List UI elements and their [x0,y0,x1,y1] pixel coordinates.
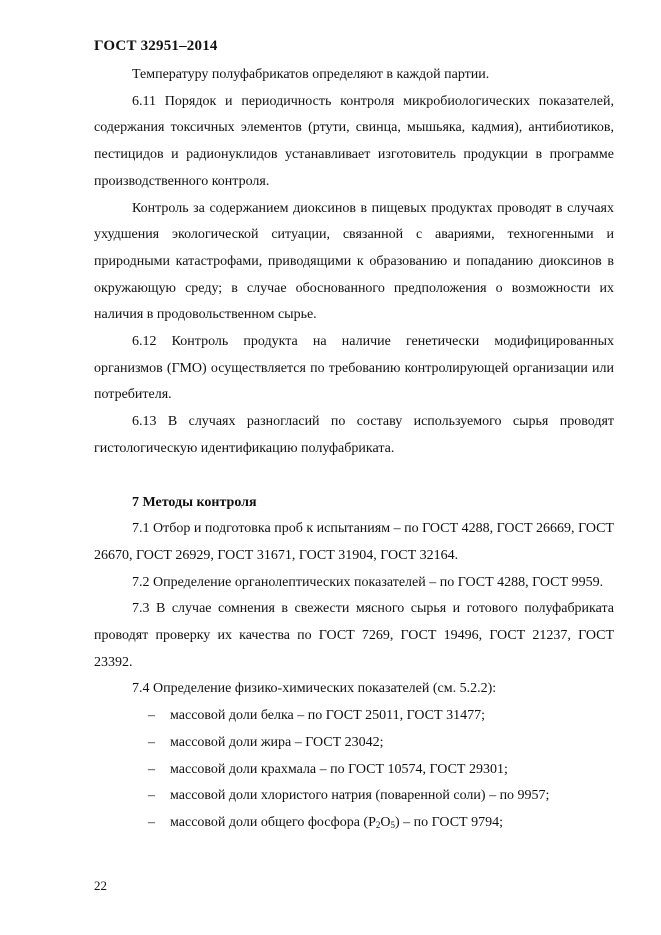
paragraph-6-13: 6.13 В случаях разногласий по составу используемого сырья проводят гистологическую идентификацию полуфабриката. [94,414,614,456]
paragraph-temperature: Температуру полуфабрикатов определяют в каждой партии. [132,67,490,82]
section-gap [94,463,614,490]
phosphorus-text-start: массовой доли общего фосфора (P [170,814,376,830]
section-7-heading: 7 Методы контроля [132,494,257,510]
phosphorus-text-end: ) – по ГОСТ 9794; [395,814,503,830]
paragraph-6-12: 6.12 Контроль продукта на наличие генетически модифицированных организмов (ГМО) осуществляется по требованию контролирующей организации или потребителя. [94,334,614,403]
paragraph-7-4: 7.4 Определение физико-химических показателей (см. 5.2.2): [132,681,497,697]
list-item [94,757,614,784]
subscript-2: 2 [375,819,381,830]
list-item-text: массовой доли хлористого натрия (поваренной соли) – по 9957; [170,788,550,804]
paragraph-7-1: 7.1 Отбор и подготовка проб к испытаниям – по ГОСТ 4288, ГОСТ 26669, ГОСТ 26670, ГОСТ 26929, ГОСТ 31671, ГОСТ 31904, ГОСТ 32164. [94,521,614,563]
dash-marker: – [148,788,155,804]
phosphorus-oxygen: O [380,814,391,830]
document-body [94,62,614,839]
paragraph-6-11: 6.11 Порядок и периодичность контроля микробиологических показателей, содержания токсичных элементов (ртути, свинца, мышьяка, кадмия), антибиотиков, пестицидов и радионуклидов устанавливает изготовитель продукции в программе производственного контроля. [94,93,614,189]
physico-chemical-list [94,703,614,839]
list-item-text: массовой доли белка – по ГОСТ 25011, ГОСТ 31477; [170,708,485,724]
list-item-text: массовой доли крахмала – по ГОСТ 10574, ГОСТ 29301; [170,761,508,777]
list-item [94,703,614,730]
subscript-5: 5 [390,819,396,830]
paragraph-7-3: 7.3 В случае сомнения в свежести мясного сырья и готового полуфабриката проводят проверку их качества по ГОСТ 7269, ГОСТ 19496, ГОСТ 21237, ГОСТ 23392. [94,601,614,670]
list-item [94,730,614,757]
dash-marker: – [148,814,155,830]
paragraph-7-2: 7.2 Определение органолептических показателей – по ГОСТ 4288, ГОСТ 9959. [132,574,604,590]
document-header: ГОСТ 32951–2014 [94,38,218,54]
list-item-text: массовой доли жира – ГОСТ 23042; [170,734,384,750]
list-item [94,783,614,810]
page-number: 22 [94,878,107,893]
dash-marker: – [148,708,155,724]
dash-marker: – [148,734,155,750]
paragraph-dioxins: Контроль за содержанием диоксинов в пищевых продуктах проводят в случаях ухудшения экологической ситуации, связанной с авариями, техногенными и природными катастрофами, приводящими к образованию и попаданию диоксинов в окружающую среду; в случае обоснованного предположения о возможности их наличия в продовольственном сырье. [94,200,614,323]
list-item-phosphorus [94,810,614,839]
dash-marker: – [148,761,155,777]
